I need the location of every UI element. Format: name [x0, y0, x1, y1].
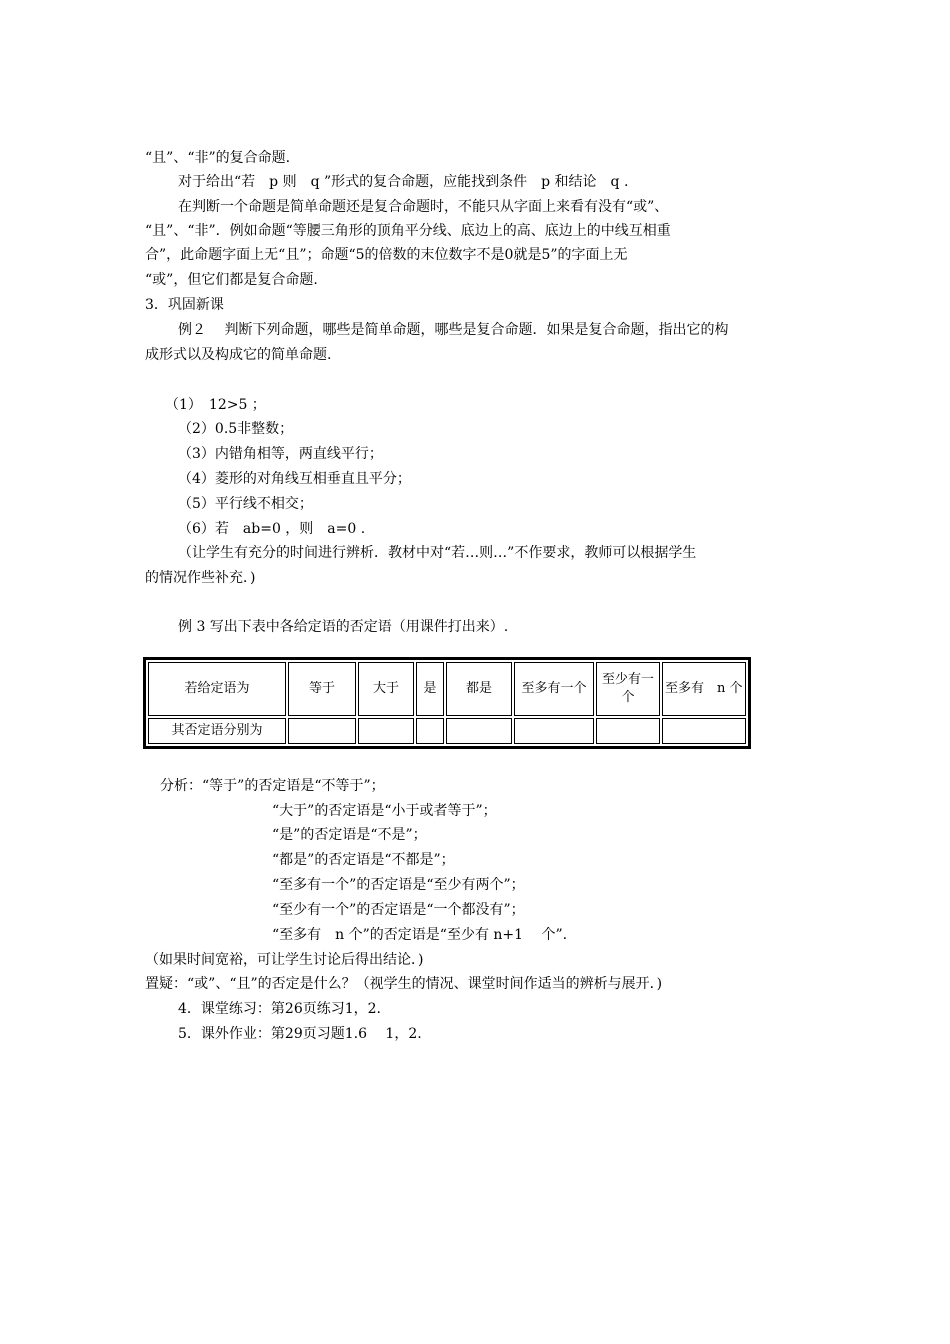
- text-line: 例 3 写出下表中各给定语的否定语（用课件打出来）.: [178, 619, 509, 635]
- text-line: 的情况作些补充．): [145, 570, 256, 586]
- text-line: （让学生有充分的时间进行辨析．教材中对“若…则…”不作要求，教师可以根据学生: [178, 545, 697, 561]
- list-item: （6）若 ab=0 ，则 a=0 .: [178, 521, 366, 537]
- table-cell: 至多有 n 个: [662, 662, 746, 716]
- text-line: “且”、“非”的复合命题.: [145, 150, 291, 166]
- table-cell: 是: [416, 662, 444, 716]
- text-line: 成形式以及构成它的简单命题.: [145, 347, 332, 363]
- list-item: （2）0.5非整数；: [178, 421, 294, 437]
- table-row: [148, 718, 746, 744]
- table-cell: [446, 718, 512, 744]
- table-cell: [514, 718, 594, 744]
- text-line: 合”，此命题字面上无“且”；命题“5的倍数的末位数字不是0就是5”的字面上无: [145, 247, 628, 263]
- section-heading: 5．课外作业：第29页习题1.6 1，2.: [178, 1026, 422, 1042]
- table-cell: 若给定语为: [148, 662, 286, 716]
- text-line: （如果时间宽裕，可让学生讨论后得出结论．): [145, 952, 424, 968]
- table-cell: 至多有一个: [514, 662, 594, 716]
- table-cell: [416, 718, 444, 744]
- table-row: [148, 662, 746, 716]
- table-cell: 都是: [446, 662, 512, 716]
- table-cell: 至少有一个: [596, 662, 660, 716]
- text-line: 例２ 判断下列命题，哪些是简单命题，哪些是复合命题．如果是复合命题，指出它的构: [178, 322, 729, 338]
- analysis-line: “至多有 n 个”的否定语是“至少有 n+1 个”.: [272, 927, 568, 943]
- text-line: 置疑：“或”、“且”的否定是什么？（视学生的情况、课堂时间作适当的辨析与展开．): [145, 976, 663, 992]
- table-cell: [288, 718, 356, 744]
- table-cell: 等于: [288, 662, 356, 716]
- analysis-line: “是”的否定语是“不是”；: [272, 827, 427, 843]
- list-item: （3）内错角相等，两直线平行；: [178, 446, 383, 462]
- analysis-line: “大于”的否定语是“小于或者等于”；: [272, 803, 497, 819]
- list-item: （4）菱形的对角线互相垂直且平分；: [178, 471, 411, 487]
- list-item: （1） 12>5 ；: [165, 397, 266, 413]
- negation-table: [143, 657, 751, 749]
- analysis-line: “至少有一个”的否定语是“一个都没有”；: [272, 902, 525, 918]
- list-item: （5）平行线不相交；: [178, 496, 313, 512]
- analysis-line: “至多有一个”的否定语是“至少有两个”；: [272, 877, 525, 893]
- text-line: “且”、“非”．例如命题“等腰三角形的顶角平分线、底边上的高、底边上的中线互相重: [145, 223, 671, 239]
- table-cell: 大于: [358, 662, 414, 716]
- table-cell: [662, 718, 746, 744]
- table-cell: [596, 718, 660, 744]
- text-line: 在判断一个命题是简单命题还是复合命题时，不能只从字面上来看有没有“或”、: [178, 199, 669, 215]
- analysis-line: 分析：“等于”的否定语是“不等于”；: [160, 778, 385, 794]
- section-heading: 3．巩固新课: [145, 297, 224, 313]
- section-heading: 4．课堂练习：第26页练习1，2.: [178, 1001, 381, 1017]
- analysis-line: “都是”的否定语是“不都是”；: [272, 852, 455, 868]
- text-line: “或”，但它们都是复合命题.: [145, 272, 318, 288]
- table-cell: [358, 718, 414, 744]
- text-line: 对于给出“若 p 则 q ”形式的复合命题，应能找到条件 p 和结论 q .: [178, 174, 629, 190]
- table-cell: 其否定语分别为: [148, 718, 286, 744]
